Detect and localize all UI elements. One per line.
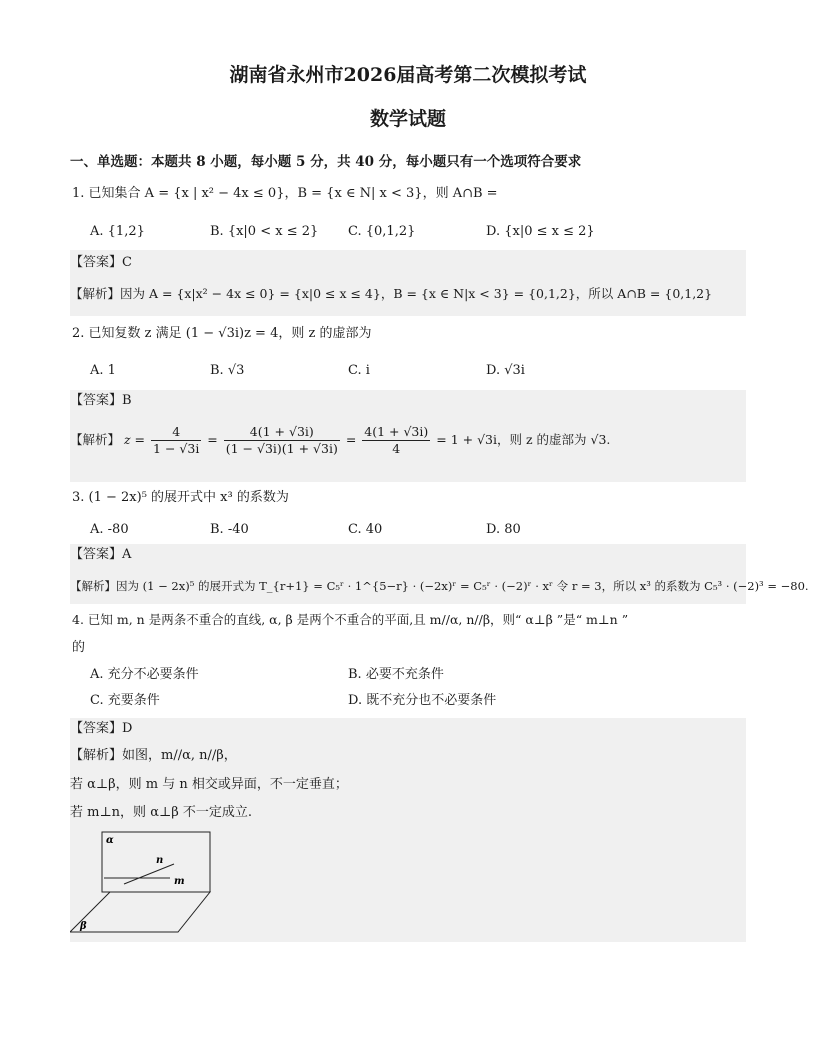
- exam-subtitle: 数学试题: [369, 108, 446, 130]
- analysis-lhs: z =: [124, 432, 146, 447]
- label-m: m: [174, 876, 185, 887]
- question-2-answer: 【答案】B: [70, 393, 132, 408]
- exam-title: 湖南省永州市2026届高考第二次模拟考试: [229, 64, 587, 86]
- question-2-option-a: A. 1: [90, 363, 116, 378]
- analysis-tail: = 1 + √3i，则 z 的虚部为 √3.: [436, 432, 611, 447]
- planes-figure: [70, 826, 220, 938]
- question-2-option-b: B. √3: [210, 363, 245, 378]
- line-n: [124, 864, 174, 884]
- question-2-analysis: 【解析】 z = $\frac{4}{1 - √3i}$ = $\frac{4(1 + √3i)}{(1 - √3i)(1 + √3i)}$ = $\frac{4(1 + √3i)}{4}$ = 1 + √3i，则 z 的虚部为 √3.: [70, 424, 611, 456]
- question-3-stem: 3. (1 − 2x)⁵ 的展开式中 x³ 的系数为: [72, 490, 289, 505]
- fraction-1: [151, 424, 201, 457]
- plane-beta-shape: [70, 892, 210, 932]
- fraction-2: [224, 424, 340, 457]
- question-2-stem: 2. 已知复数 z 满足 (1 − √3i)z = 4，则 z 的虚部为: [72, 326, 372, 341]
- question-1-analysis: 【解析】因为 A = {x|x² − 4x ≤ 0} = {x|0 ≤ x ≤ 4}，B = {x ∈ N|x < 3} = {0,1,2}，所以 A∩B = {0,1,2}: [70, 286, 713, 301]
- question-3-option-b: B. -40: [210, 522, 249, 537]
- question-4-stem-line2: 的: [72, 640, 86, 655]
- label-alpha: α: [106, 835, 114, 846]
- question-3-option-a: A. -80: [90, 522, 129, 537]
- question-4-option-a: A. 充分不必要条件: [90, 667, 199, 682]
- fraction-1-denominator: 1 − √3i: [153, 441, 200, 456]
- question-1-option-d: D. {x|0 ≤ x ≤ 2}: [486, 224, 595, 239]
- question-4-analysis-1: 【解析】如图，m//α, n//β，: [70, 748, 237, 763]
- question-3-analysis: 【解析】因为 (1 − 2x)⁵ 的展开式为 T_{r+1} = C₅ʳ · 1^{5−r} · (−2x)ʳ = C₅ʳ · (−2)ʳ · xʳ 令 r = 3，所以 x³ 的系数为 C₅³ · (−2)³ = −80.: [70, 579, 809, 593]
- question-1-option-c: C. {0,1,2}: [348, 224, 416, 239]
- question-4-analysis-2: 若 α⊥β，则 m 与 n 相交或异面，不一定垂直；: [70, 777, 348, 792]
- label-n: n: [156, 855, 164, 866]
- question-2-option-c: C. i: [348, 363, 370, 378]
- question-1-option-b: B. {x|0 < x ≤ 2}: [210, 224, 319, 239]
- fraction-3-numerator: 4(1 + √3i): [364, 424, 429, 439]
- question-3-option-d: D. 80: [486, 522, 521, 537]
- fraction-3-denominator: 4: [392, 441, 401, 456]
- question-4-analysis-3: 若 m⊥n，则 α⊥β 不一定成立.: [70, 805, 252, 820]
- question-1-solution-box: [70, 250, 746, 316]
- fraction-3: [362, 424, 430, 457]
- question-4-option-d: D. 既不充分也不必要条件: [348, 693, 497, 708]
- question-4-stem-line1: 4. 已知 m, n 是两条不重合的直线, α, β 是两个不重合的平面,且 m//α, n//β，则“ α⊥β ”是“ m⊥n ”: [72, 612, 629, 627]
- question-1-option-a: A. {1,2}: [90, 224, 145, 239]
- label-beta: β: [80, 921, 87, 932]
- question-3-answer: 【答案】A: [70, 547, 132, 562]
- question-4-option-c: C. 充要条件: [90, 693, 160, 708]
- question-3-option-c: C. 40: [348, 522, 383, 537]
- question-4-option-b: B. 必要不充条件: [348, 667, 444, 682]
- section-heading: 一、单选题：本题共 8 小题，每小题 5 分，共 40 分，每小题只有一个选项符合要求: [70, 154, 582, 170]
- question-4-answer: 【答案】D: [70, 721, 133, 736]
- question-1-answer: 【答案】C: [70, 255, 132, 270]
- analysis-label: 【解析】: [70, 432, 121, 447]
- question-1-stem: 1. 已知集合 A = {x | x² − 4x ≤ 0}，B = {x ∈ N| x < 3}，则 A∩B =: [72, 186, 498, 201]
- fraction-1-numerator: 4: [151, 424, 201, 441]
- fraction-2-denominator: (1 − √3i)(1 + √3i): [225, 441, 338, 456]
- fraction-2-numerator: 4(1 + √3i): [224, 424, 340, 441]
- question-2-option-d: D. √3i: [486, 363, 525, 378]
